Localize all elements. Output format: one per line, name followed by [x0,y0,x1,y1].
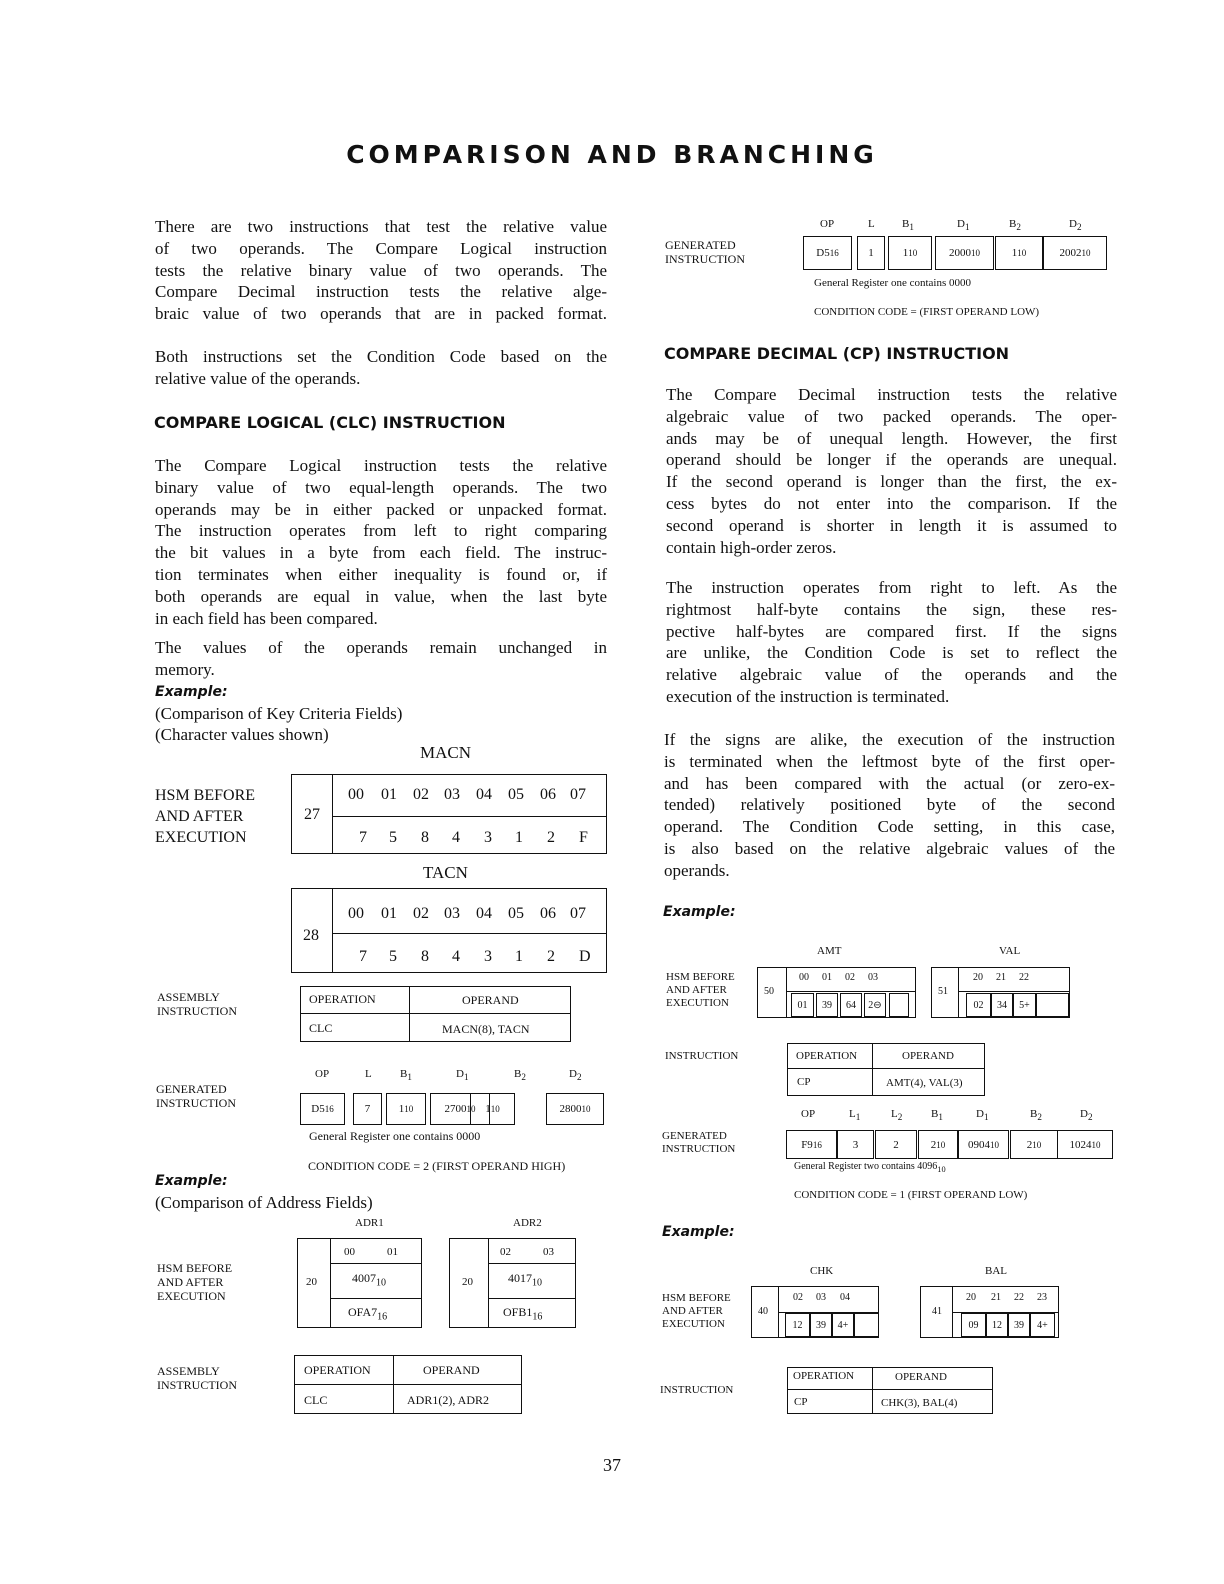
generated-field-value: 2800 10 [546,1093,604,1125]
field-label: $D_2$ [1069,218,1082,233]
address: 01 [387,1246,398,1258]
address: 21 [996,972,1006,983]
example-label: Example: [663,904,736,920]
generated-field-value: 1 10 [995,236,1043,270]
operand-header: OPERAND [423,1363,480,1377]
val-value: 34 [991,993,1013,1017]
operand-header: OPERAND [895,1371,947,1383]
address: 06 [540,905,556,922]
address: 02 [500,1246,511,1258]
generated-field-value: 1 10 [386,1093,426,1125]
generated-field-value: 1 10 [888,236,932,270]
address: 04 [840,1292,850,1303]
address: 02 [413,786,429,803]
chk-value: 4+ [832,1313,854,1337]
intro-paragraph-2: Both instructions set the Condition Code based on the relative value of the operands. [155,347,607,388]
tacn-value: 2 [547,948,555,965]
operation-value: CLC [309,1021,333,1035]
generated-field-value: 1024 10 [1057,1130,1113,1159]
tacn-value: 4 [452,948,460,965]
address: 22 [1019,972,1029,983]
tacn-value: 1 [515,948,523,965]
macn-value: 4 [452,829,460,846]
tacn-value: 7 [359,948,367,965]
cp-paragraph-3: If the signs are alike, the execution of the instruction is terminated when the leftmost byte of the first oper- and has been compared with the actual (or zero-ex- tended) relatively positioned byte of the second operand. The Condition Code setting, in this case, is also based on the relative algebraic values of the operands. [664,730,1115,880]
example-caption: (Comparison of Key Criteria Fields) [155,704,403,723]
macn-label: MACN [420,743,472,762]
adr2-decimal: $4017_{10}$ [508,1271,542,1289]
adr1-label: ADR1 [355,1217,384,1229]
example-label: Example: [155,1173,228,1189]
address: 00 [348,905,364,922]
adr2-location: 20 [462,1276,473,1288]
operand-value: MACN(8), TACN [442,1022,530,1036]
address: 21 [991,1292,1001,1303]
register-note: General Register two contains $4096_{10}$ [794,1161,946,1174]
adr1-decimal: $4007_{10}$ [352,1271,386,1289]
field-label: $L_2$ [891,1108,903,1123]
adr2-label: ADR2 [513,1217,542,1229]
val-label: VAL [999,945,1021,957]
generated-field-value: 0904 10 [958,1130,1009,1159]
macn-value: 1 [515,829,523,846]
field-label: OP [801,1108,816,1120]
macn-value: 3 [484,829,492,846]
hsm-label: HSM BEFORE AND AFTER EXECUTION [155,787,256,846]
macn-value: 5 [389,829,397,846]
tacn-table [291,888,607,973]
bal-value: 09 [961,1313,986,1337]
address: 03 [444,905,460,922]
generated-field-value: D5 16 [803,236,852,270]
example-label: Example: [662,1224,735,1240]
amt-value: 64 [840,993,862,1017]
generated-field-value: 3 [837,1130,874,1159]
address: 20 [973,972,983,983]
generated-label: GENERATED INSTRUCTION [662,1130,736,1155]
address: 03 [816,1292,826,1303]
hsm-label: HSM BEFORE AND AFTER EXECUTION [157,1261,233,1303]
generated-field-value: 7 [353,1093,382,1125]
address: 22 [1014,1292,1024,1303]
register-note: General Register one contains 0000 [814,277,972,289]
address: 05 [508,786,524,803]
operation-value: CLC [304,1393,328,1407]
field-label: $B_1$ [931,1108,943,1123]
generated-field-value: 1 10 [470,1093,515,1125]
tacn-value: 5 [389,948,397,965]
field-label: OP [315,1068,330,1080]
operation-header: OPERATION [304,1363,371,1377]
field-label: L [868,218,875,230]
empty-cell [854,1313,879,1337]
empty-cell [889,993,909,1017]
cp-paragraph-1: The Compare Decimal instruction tests the relative algebraic value of two packed operands. The oper- ands may be of unequal length. However, the first operand should be longer if the operands are unequal. If the second operand is longer than the first, the ex- cess bytes do not enter into the comparison. If the second operand is shorter in length it is assumed to contain high-order zeros. [666,385,1117,557]
tacn-value: D [579,948,591,965]
address: 20 [966,1292,976,1303]
generated-field-value: D5 16 [300,1093,345,1125]
macn-value: 7 [359,829,367,846]
page-title: COMPARISON AND BRANCHING [346,140,878,169]
bal-label: BAL [985,1265,1007,1277]
register-note: General Register one contains 0000 [309,1129,481,1143]
generated-field-value: F9 16 [786,1130,837,1159]
bal-value: 39 [1008,1313,1030,1337]
val-location: 51 [938,986,948,997]
address: 00 [344,1246,355,1258]
bal-value: 12 [986,1313,1008,1337]
amt-value: 2⊖ [864,993,886,1017]
condition-code: CONDITION CODE = (FIRST OPERAND LOW) [814,306,1040,318]
field-label: $B_2$ [514,1068,526,1083]
address: 02 [413,905,429,922]
generated-field-value: 2000 10 [935,236,994,270]
address: 00 [348,786,364,803]
macn-value: 2 [547,829,555,846]
address: 07 [570,786,586,803]
generated-field-value: 2 10 [918,1130,958,1159]
operand-value: ADR1(2), ADR2 [407,1393,490,1407]
generated-field-value: 2002 10 [1043,236,1107,270]
address: 23 [1037,1292,1047,1303]
generated-field-value: 1 [857,236,885,270]
intro-paragraph-1: There are two instructions that test the relative value of two operands. The Compare Logical instruction tests the relative binary value of two operands. The Compare Decimal instruction tests the relative alge- braic value of two operands that are in packed format. [155,217,607,324]
bal-location: 41 [932,1306,942,1317]
generated-field-value: 2700 10 [430,1093,490,1125]
address: 02 [793,1292,803,1303]
field-label: $B_2$ [1009,218,1021,233]
operation-header: OPERATION [309,992,376,1006]
tacn-value: 8 [421,948,429,965]
address: 06 [540,786,556,803]
address: 03 [543,1246,554,1258]
chk-value: 39 [810,1313,832,1337]
hsm-label: HSM BEFORE AND AFTER EXECUTION [662,1292,731,1330]
macn-value: 8 [421,829,429,846]
field-label: $B_1$ [902,218,914,233]
field-label: $D_2$ [1080,1108,1093,1123]
tacn-value: 3 [484,948,492,965]
adr2-hex: $OFB1_{16}$ [503,1305,543,1323]
field-label: $D_1$ [456,1068,469,1083]
address: 04 [476,786,492,803]
amt-label: AMT [817,945,842,957]
address: 03 [444,786,460,803]
generated-label: GENERATED INSTRUCTION [156,1082,236,1110]
address: 05 [508,905,524,922]
field-label: $D_1$ [957,218,970,233]
chk-value: 12 [785,1313,810,1337]
address: 01 [381,786,397,803]
bal-value: 4+ [1030,1313,1055,1337]
address: 04 [476,905,492,922]
operand-value: CHK(3), BAL(4) [881,1397,958,1409]
empty-cell [1036,993,1069,1017]
tacn-location: 28 [303,927,319,944]
assembly-label: ASSEMBLY INSTRUCTION [157,990,237,1018]
field-label: $B_1$ [400,1068,412,1083]
field-label: $D_2$ [569,1068,582,1083]
assembly-label: ASSEMBLY INSTRUCTION [157,1364,237,1392]
operation-value: CP [794,1396,808,1408]
generated-field-value: 2 10 [1010,1130,1058,1159]
address: 01 [381,905,397,922]
address: 07 [570,905,586,922]
val-value: 5+ [1013,993,1036,1017]
chk-location: 40 [758,1306,768,1317]
address: 00 [799,972,809,983]
field-label: L [365,1068,372,1080]
operand-header: OPERAND [462,993,519,1007]
cp-paragraph-2: The instruction operates from right to left. As the rightmost half-byte contains the sign, these res- pective half-bytes are compared first. If the signs are unlike, the Condition Code is set to reflect the relative algebraic value of the operands and the execution of the instruction is terminated. [666,578,1117,706]
condition-code: CONDITION CODE = 2 (FIRST OPERAND HIGH) [308,1159,566,1173]
adr1-hex: $OFA7_{16}$ [348,1305,388,1323]
field-label: $L_1$ [849,1108,861,1123]
macn-location: 27 [304,806,320,823]
clc-paragraph-1: The Compare Logical instruction tests the relative binary value of two equal-length operands. The two operands may be in either packed or unpacked format. The instruction operates from left to right comparing the bit values in a byte from each field. The instruc- tion terminates when either inequality is found or, if both operands are equal in value, when the last byte in each field has been compared. [155,456,607,628]
instruction-label: INSTRUCTION [660,1384,734,1396]
field-label: $B_2$ [1030,1108,1042,1123]
condition-code: CONDITION CODE = 1 (FIRST OPERAND LOW) [794,1189,1028,1201]
val-value: 02 [966,993,991,1017]
chk-label: CHK [810,1265,834,1277]
operation-header: OPERATION [793,1370,855,1382]
example-caption: (Comparison of Address Fields) [155,1193,373,1212]
address: 03 [868,972,878,983]
clc-heading: COMPARE LOGICAL (CLC) INSTRUCTION [154,413,506,432]
field-label: OP [820,218,835,230]
operation-header: OPERATION [796,1050,858,1062]
tacn-label: TACN [423,863,468,882]
amt-value: 01 [791,993,814,1017]
operand-header: OPERAND [902,1050,954,1062]
adr1-location: 20 [306,1276,317,1288]
amt-value: 39 [816,993,838,1017]
cp-heading: COMPARE DECIMAL (CP) INSTRUCTION [664,344,1010,363]
example-label: Example: [155,684,228,700]
hsm-label: HSM BEFORE AND AFTER EXECUTION [666,971,735,1009]
example-caption: (Character values shown) [155,725,329,744]
page-number: 37 [603,1455,621,1475]
instruction-label: INSTRUCTION [665,1050,739,1062]
generated-field-value: 2 [875,1130,917,1159]
amt-location: 50 [764,986,774,997]
operand-value: AMT(4), VAL(3) [886,1077,963,1089]
macn-value: F [579,829,588,846]
field-label: $D_1$ [976,1108,989,1123]
address: 01 [822,972,832,983]
clc-paragraph-2: The values of the operands remain unchanged in memory. [155,638,607,679]
address: 02 [845,972,855,983]
operation-value: CP [797,1076,811,1088]
generated-label: GENERATED INSTRUCTION [665,238,745,266]
